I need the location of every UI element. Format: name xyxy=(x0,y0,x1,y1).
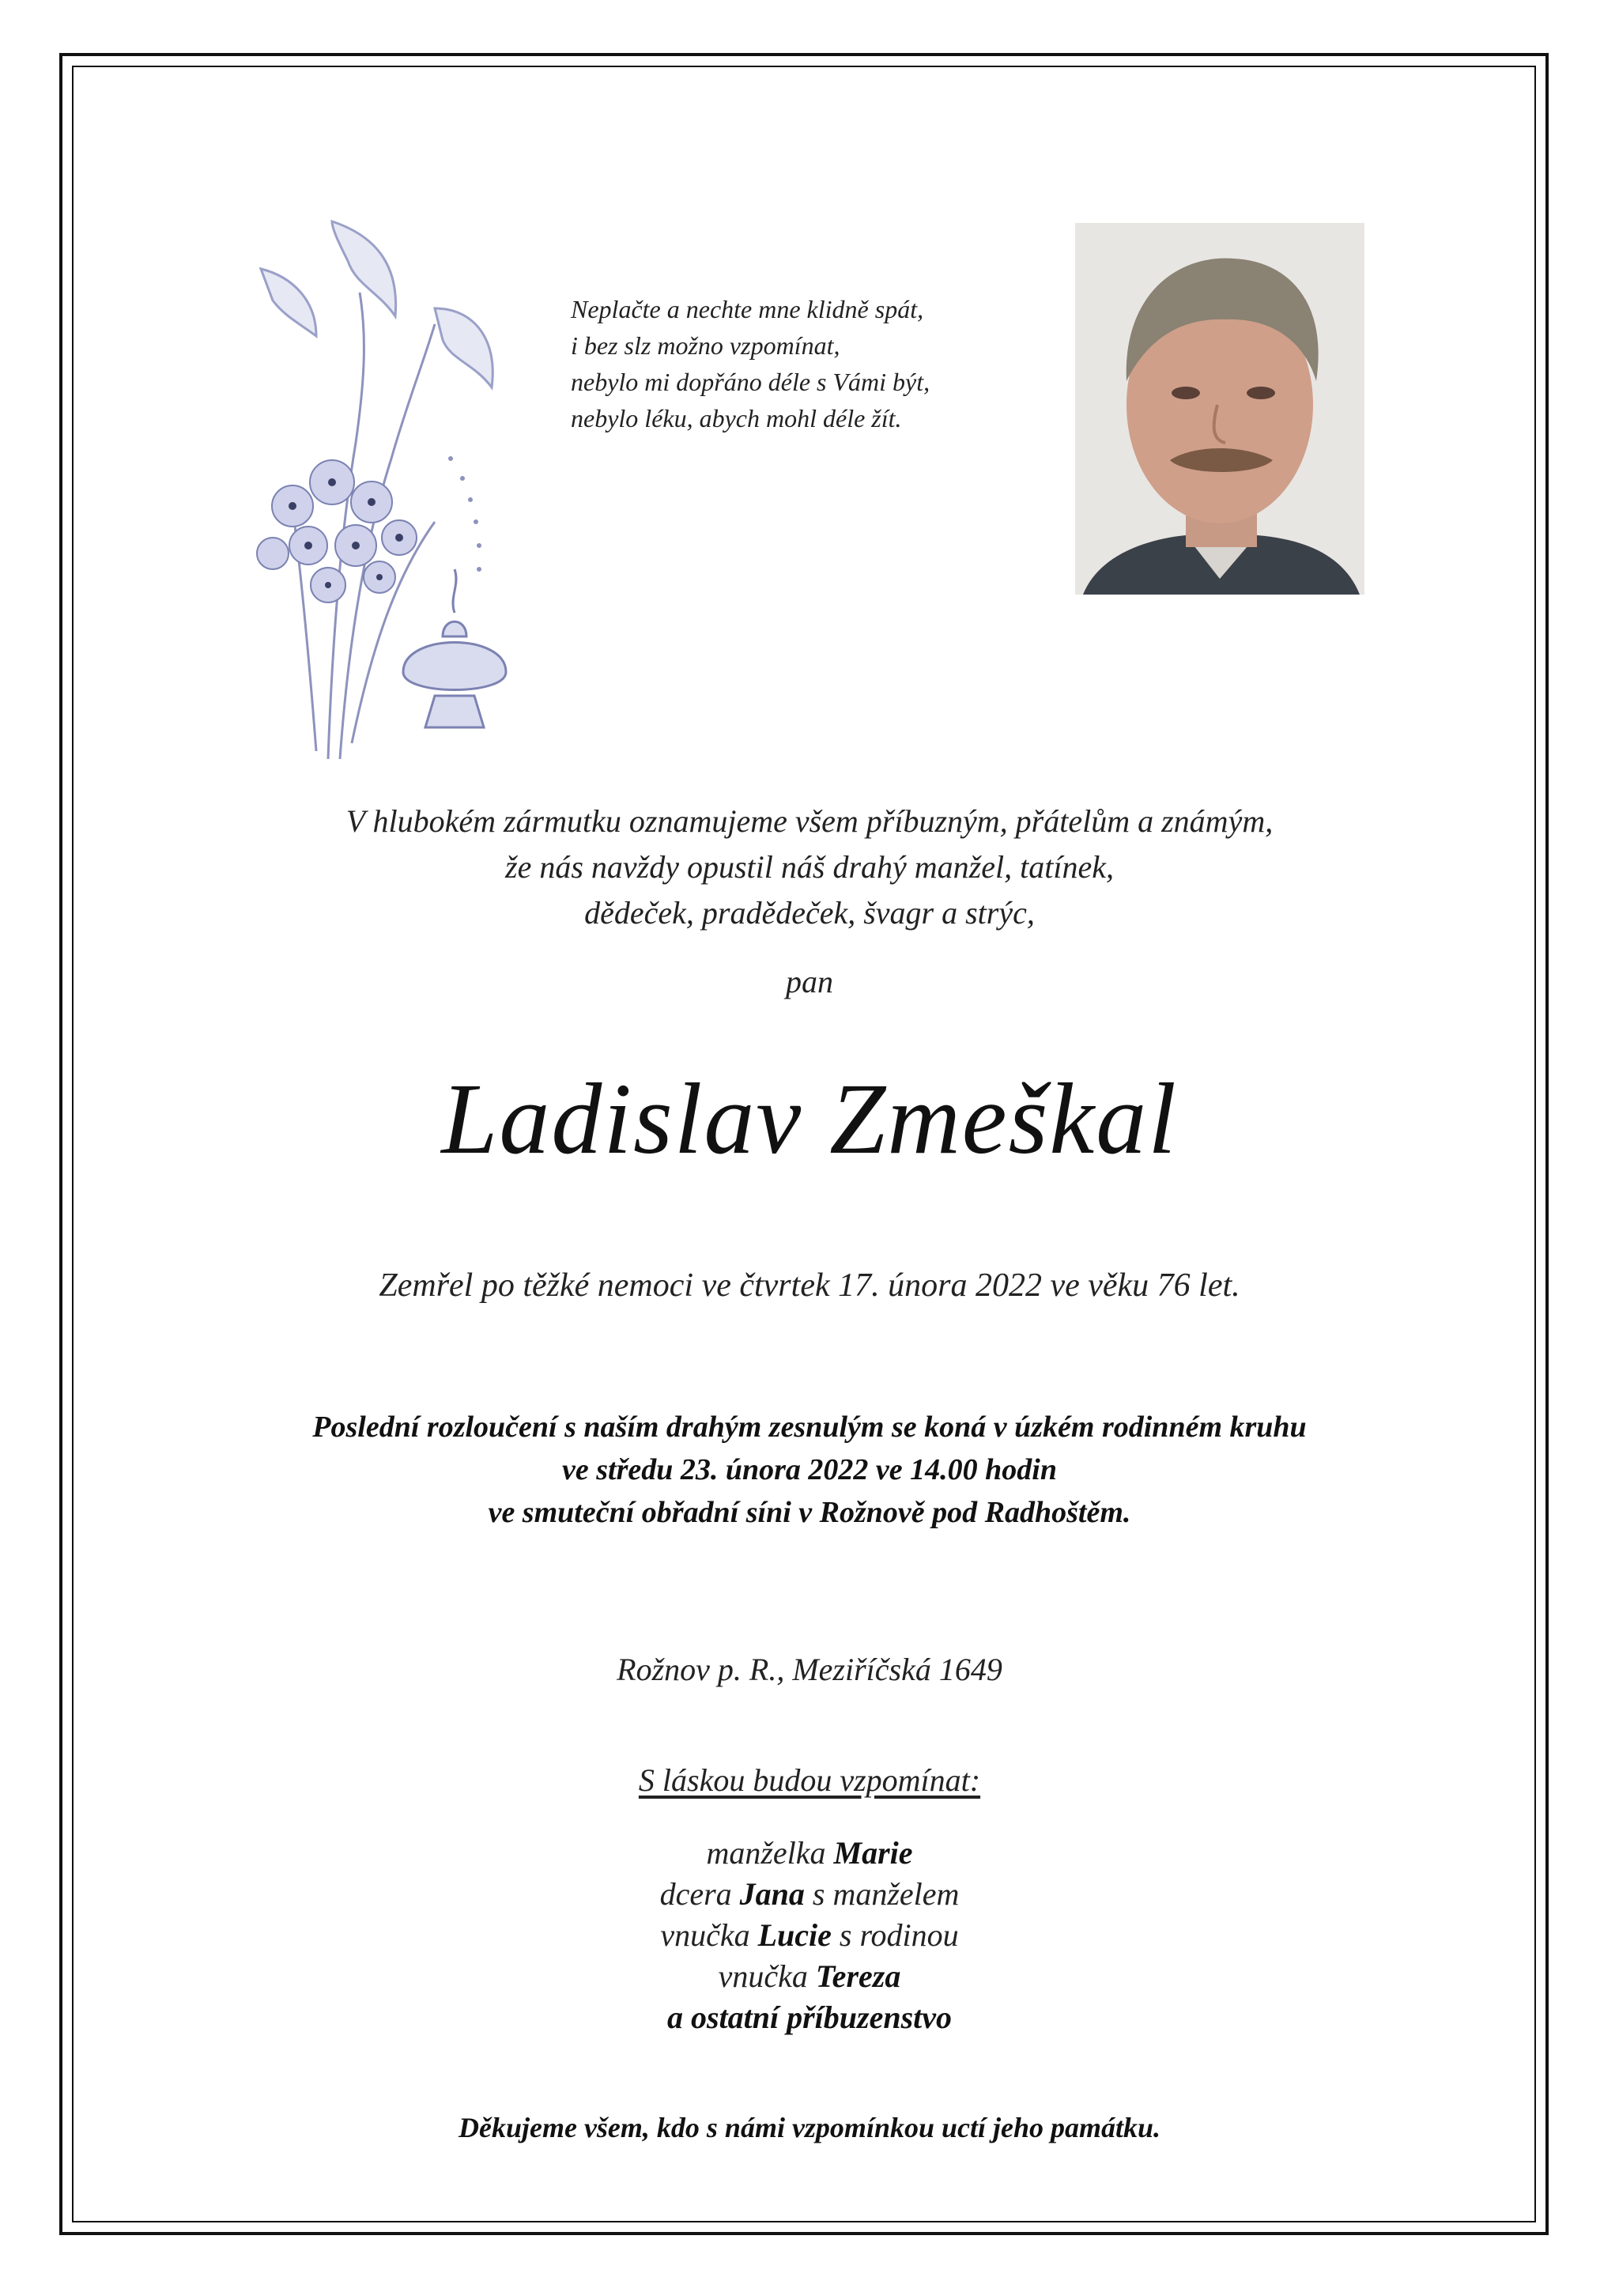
poem-line: nebylo léku, abych mohl déle žít. xyxy=(571,404,902,432)
family-member: dcera Jana s manželem xyxy=(659,1876,960,1912)
family-member: vnučka Lucie s rodinou xyxy=(660,1917,959,1953)
farewell-line: Poslední rozloučení s naším drahým zesnulým se koná v úzkém rodinném kruhu xyxy=(312,1410,1307,1444)
death-notice: Zemřel po těžké nemoci ve čtvrtek 17. února 2022 ve věku 76 let. xyxy=(379,1267,1240,1304)
family-member: manželka Marie xyxy=(706,1835,913,1871)
salutation: pan xyxy=(786,964,833,999)
thanks-line: Děkujeme všem, kdo s námi vzpomínkou uctí jeho památku. xyxy=(458,2112,1161,2143)
farewell-details xyxy=(0,1406,1619,1534)
announcement-line: dědeček, pradědeček, švagr a strýc, xyxy=(584,895,1035,931)
farewell-line: ve středu 23. února 2022 ve 14.00 hodin xyxy=(562,1453,1057,1486)
portrait-photo xyxy=(1075,223,1364,595)
announcement-line: V hlubokém zármutku oznamujeme všem příbuzným, přátelům a známým, xyxy=(345,803,1274,839)
remember-heading xyxy=(0,1762,1619,1799)
lily-bouquet-icon xyxy=(198,206,569,775)
memorial-poem xyxy=(571,291,1045,436)
family-others: a ostatní příbuzenstvo xyxy=(666,2000,953,2035)
poem-line: Neplačte a nechte mne klidně spát, xyxy=(571,295,924,323)
poem-line: i bez slz možno vzpomínat, xyxy=(571,331,840,360)
farewell-line: ve smuteční obřadní síni v Rožnově pod Radhoštěm. xyxy=(488,1496,1131,1529)
deceased-name: Ladislav Zmeškal xyxy=(441,1063,1178,1175)
announcement-line: že nás navždy opustil náš drahý manžel, tatínek, xyxy=(505,849,1114,885)
family-member: vnučka Tereza xyxy=(718,1958,901,1994)
family-list xyxy=(0,1833,1619,2038)
address: Rožnov p. R., Meziříčská 1649 xyxy=(617,1652,1002,1687)
announcement-text xyxy=(0,799,1619,936)
poem-line: nebylo mi dopřáno déle s Vámi být, xyxy=(571,368,930,396)
remember-heading-text: S láskou budou vzpomínat: xyxy=(638,1762,981,1798)
